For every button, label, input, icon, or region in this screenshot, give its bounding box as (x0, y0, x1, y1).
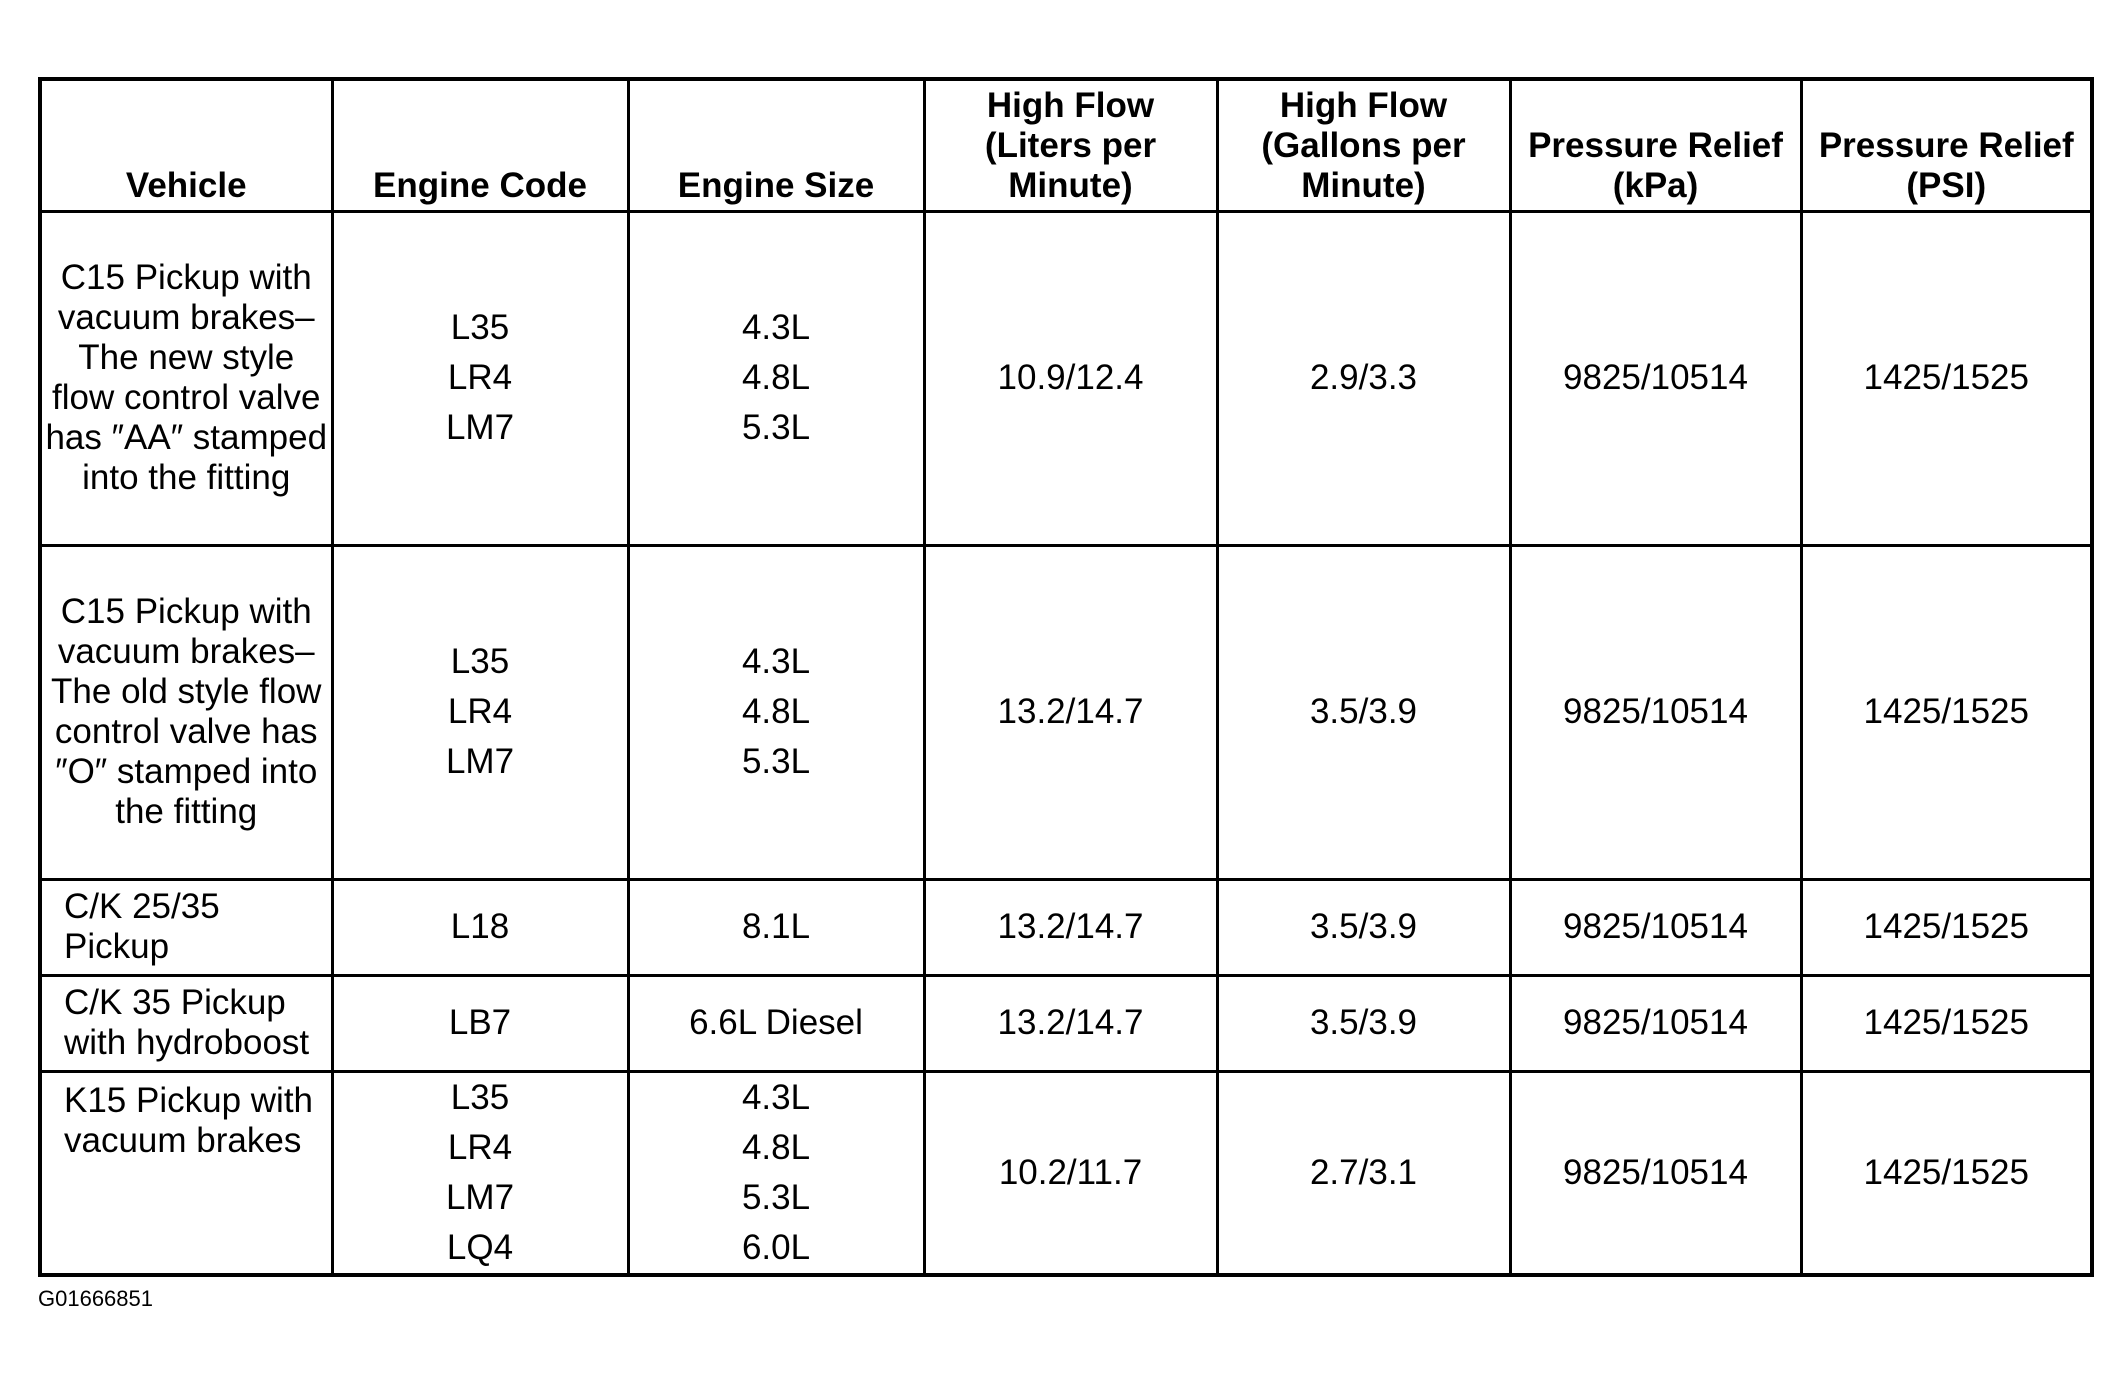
high-flow-gpm-cell: 2.9/3.3 (1217, 211, 1510, 545)
pressure-kpa-cell: 9825/10514 (1510, 879, 1801, 975)
table-row (40, 975, 2092, 1071)
table-row (40, 545, 2092, 879)
pressure-psi-cell: 1425/1525 (1801, 879, 2092, 975)
engine-size: 4.8L (741, 1127, 811, 1167)
engine-size-cell (628, 211, 924, 545)
power-steering-flow-spec-table (38, 77, 2094, 1277)
pressure-kpa-cell: 9825/10514 (1510, 545, 1801, 879)
header-engine-code: Engine Code (332, 79, 628, 211)
header-pressure-relief-psi: Pressure Relief (PSI) (1801, 79, 2092, 211)
engine-size: 4.3L (741, 1077, 811, 1117)
engine-code: LR4 (447, 692, 513, 731)
high-flow-lpm-cell: 13.2/14.7 (924, 975, 1217, 1071)
engine-code: LM7 (445, 742, 515, 781)
high-flow-lpm-cell: 10.2/11.7 (924, 1071, 1217, 1275)
engine-size: 5.3L (741, 742, 811, 781)
engine-size: 4.8L (741, 692, 811, 731)
header-row (40, 79, 2092, 211)
engine-code: LR4 (447, 358, 513, 397)
pressure-psi-cell: 1425/1525 (1801, 975, 2092, 1071)
engine-code-cell (332, 545, 628, 879)
engine-size: 4.3L (741, 308, 811, 347)
pressure-psi-cell: 1425/1525 (1801, 545, 2092, 879)
pressure-psi-cell: 1425/1525 (1801, 211, 2092, 545)
table-row (40, 211, 2092, 545)
vehicle-cell: C15 Pickup with vacuum brakes– The new style flow control valve has ″AA″ stamped into the fitting (40, 211, 332, 545)
engine-size-cell: 6.6L Diesel (628, 975, 924, 1071)
engine-code: LR4 (447, 1127, 513, 1167)
high-flow-gpm-cell: 3.5/3.9 (1217, 545, 1510, 879)
engine-size-cell (628, 545, 924, 879)
engine-code: LM7 (445, 1177, 515, 1217)
engine-code-cell (332, 1071, 628, 1275)
engine-size: 6.0L (741, 1227, 811, 1267)
engine-size: 5.3L (741, 1177, 811, 1217)
engine-code: L35 (450, 308, 510, 347)
pressure-psi-cell: 1425/1525 (1801, 1071, 2092, 1275)
engine-code: LM7 (445, 408, 515, 447)
engine-code: L35 (450, 642, 510, 681)
header-pressure-relief-kpa: Pressure Relief (kPa) (1510, 79, 1801, 211)
engine-code-cell: LB7 (332, 975, 628, 1071)
vehicle-cell: C/K 35 Pickup with hydroboost (40, 975, 332, 1071)
figure-id-label: G01666851 (38, 1286, 153, 1311)
header-high-flow-lpm: High Flow (Liters per Minute) (924, 79, 1217, 211)
table-row (40, 879, 2092, 975)
header-engine-size: Engine Size (628, 79, 924, 211)
pressure-kpa-cell: 9825/10514 (1510, 975, 1801, 1071)
engine-size-cell (628, 1071, 924, 1275)
header-vehicle: Vehicle (40, 79, 332, 211)
engine-code-cell (332, 211, 628, 545)
engine-code-cell: L18 (332, 879, 628, 975)
vehicle-cell: C/K 25/35 Pickup (40, 879, 332, 975)
pressure-kpa-cell: 9825/10514 (1510, 211, 1801, 545)
pressure-kpa-cell: 9825/10514 (1510, 1071, 1801, 1275)
vehicle-cell: K15 Pickup with vacuum brakes (40, 1071, 332, 1275)
header-high-flow-gpm: High Flow (Gallons per Minute) (1217, 79, 1510, 211)
engine-size: 4.8L (741, 358, 811, 397)
high-flow-gpm-cell: 3.5/3.9 (1217, 879, 1510, 975)
table-row (40, 1071, 2092, 1275)
vehicle-cell: C15 Pickup with vacuum brakes–The old style flow control valve has ″O″ stamped into the fitting (40, 545, 332, 879)
engine-size-cell: 8.1L (628, 879, 924, 975)
high-flow-gpm-cell: 2.7/3.1 (1217, 1071, 1510, 1275)
engine-size: 4.3L (741, 642, 811, 681)
engine-size: 5.3L (741, 408, 811, 447)
high-flow-lpm-cell: 13.2/14.7 (924, 879, 1217, 975)
high-flow-gpm-cell: 3.5/3.9 (1217, 975, 1510, 1071)
high-flow-lpm-cell: 10.9/12.4 (924, 211, 1217, 545)
engine-code: L35 (450, 1077, 510, 1117)
high-flow-lpm-cell: 13.2/14.7 (924, 545, 1217, 879)
engine-code: LQ4 (446, 1227, 514, 1267)
